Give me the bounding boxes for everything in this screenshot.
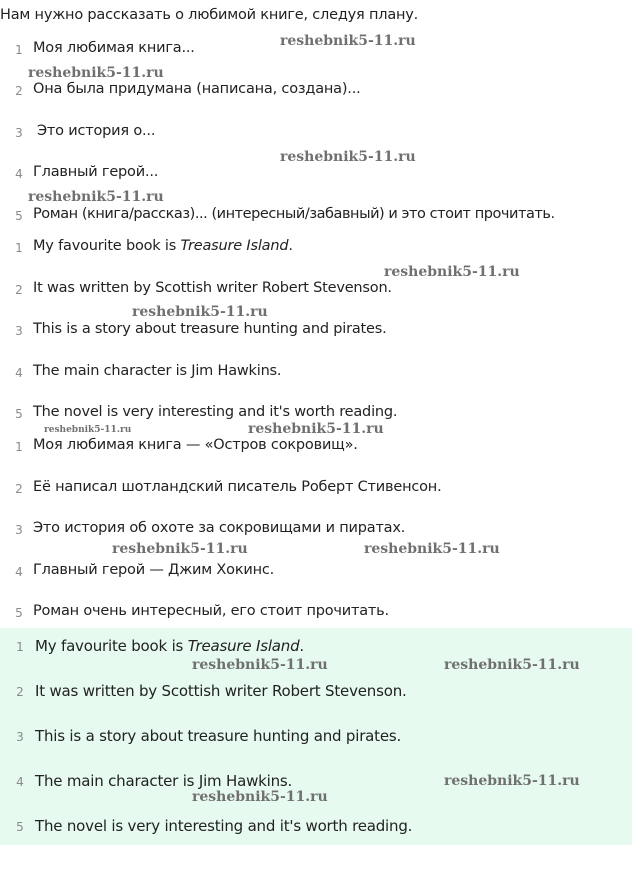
item-text: My favourite book is Treasure Island. (35, 637, 304, 655)
item-text: Она была придумана (написана, создана)... (33, 81, 361, 97)
list-item (0, 206, 632, 228)
item-number: 4 (15, 366, 23, 380)
item-number: 4 (15, 565, 23, 579)
item-number: 5 (16, 820, 24, 834)
item-text: The novel is very interesting and it's worth reading. (35, 817, 413, 835)
item-number: 5 (15, 407, 23, 421)
watermark: reshebnik5-11.ru (132, 304, 268, 320)
item-text: My favourite book is Treasure Island. (33, 238, 293, 254)
watermark: reshebnik5-11.ru (384, 264, 520, 280)
item-text: This is a story about treasure hunting and pirates. (33, 321, 387, 337)
watermark: reshebnik5-11.ru (192, 657, 328, 673)
item-number: 5 (15, 606, 23, 620)
item-number: 2 (15, 84, 23, 98)
item-text: Это история об охоте за сокровищами и пиратах. (33, 520, 406, 536)
item-text: Моя любимая книга... (33, 40, 195, 56)
list-item (0, 363, 632, 385)
item-text: Роман очень интересный, его стоит прочитать. (33, 603, 389, 619)
item-text: Это история о... (37, 123, 156, 139)
item-number: 1 (15, 241, 23, 255)
list-item (0, 321, 632, 343)
item-text: Моя любимая книга — «Остров сокровищ». (33, 437, 358, 453)
list-item (0, 280, 632, 302)
watermark: reshebnik5-11.ru (28, 189, 164, 205)
watermark: reshebnik5-11.ru (44, 425, 132, 435)
item-number: 3 (15, 126, 23, 140)
item-text: Роман (книга/рассказ)... (интересный/забавный) и это стоит прочитать. (33, 206, 555, 222)
list-item (0, 81, 632, 103)
watermark: reshebnik5-11.ru (28, 65, 164, 81)
book-title: Treasure Island (180, 238, 289, 254)
item-number: 3 (15, 523, 23, 537)
item-number: 2 (16, 685, 24, 699)
watermark: reshebnik5-11.ru (248, 421, 384, 437)
item-number: 1 (15, 440, 23, 454)
watermark: reshebnik5-11.ru (112, 541, 248, 557)
list-item (0, 682, 632, 704)
item-text: Главный герой... (33, 164, 159, 180)
watermark: reshebnik5-11.ru (192, 789, 328, 805)
item-text: It was written by Scottish writer Robert Stevenson. (35, 682, 407, 700)
list-item (0, 603, 632, 625)
item-text: Её написал шотландский писатель Роберт Стивенсон. (33, 479, 442, 495)
list-item (0, 817, 632, 839)
intro-text: Нам нужно рассказать о любимой книге, следуя плану. (0, 7, 419, 23)
item-number: 2 (15, 482, 23, 496)
watermark: reshebnik5-11.ru (280, 149, 416, 165)
item-text: Главный герой — Джим Хокинс. (33, 562, 275, 578)
list-item (0, 479, 632, 501)
watermark: reshebnik5-11.ru (444, 773, 580, 789)
list-item (0, 437, 632, 459)
list-item (0, 164, 632, 186)
watermark: reshebnik5-11.ru (444, 657, 580, 673)
list-item (0, 562, 632, 584)
item-text: The main character is Jim Hawkins. (35, 772, 293, 790)
item-number: 1 (16, 640, 24, 654)
item-text: It was written by Scottish writer Robert Stevenson. (33, 280, 392, 296)
item-number: 1 (15, 43, 23, 57)
list-item (0, 637, 632, 659)
item-number: 5 (15, 209, 23, 223)
book-title: Treasure Island (187, 637, 300, 655)
list-item (0, 123, 632, 145)
item-number: 3 (16, 730, 24, 744)
item-text: The main character is Jim Hawkins. (33, 363, 282, 379)
item-number: 4 (16, 775, 24, 789)
item-text: The novel is very interesting and it's worth reading. (33, 404, 398, 420)
list-item (0, 727, 632, 749)
list-item (0, 520, 632, 542)
item-number: 4 (15, 167, 23, 181)
watermark: reshebnik5-11.ru (364, 541, 500, 557)
item-number: 2 (15, 283, 23, 297)
item-number: 3 (15, 324, 23, 338)
item-text: This is a story about treasure hunting and pirates. (35, 727, 402, 745)
watermark: reshebnik5-11.ru (280, 33, 416, 49)
list-item (0, 238, 632, 260)
